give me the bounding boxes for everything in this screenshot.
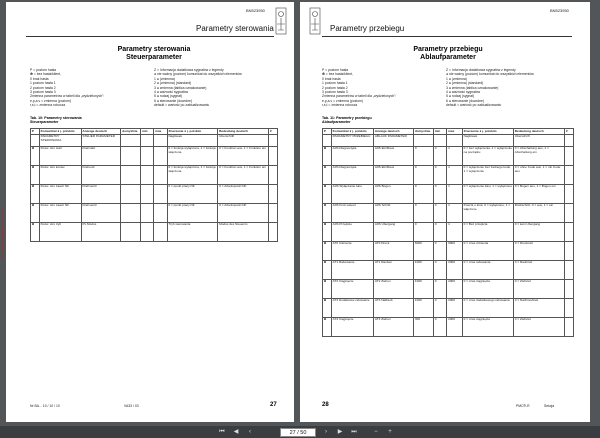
table-cell <box>565 165 574 184</box>
column-header: Bedeutung deutsch <box>218 129 269 135</box>
table-caption: Tab. 11: Parametry przebiegu Ablaufparameter <box>322 116 372 125</box>
table-cell: 0 = Ziehzeit <box>513 279 564 298</box>
table-caption: Tab. 10: Parametry sterowania Steuerparameter <box>30 116 82 125</box>
page-header <box>322 21 572 37</box>
table-cell: ✽ <box>323 203 332 222</box>
table-cell: 0 <box>414 165 434 184</box>
table-cell: 0 = Abschaltung aus, 1 = Abschaltung ein <box>513 146 564 165</box>
next-page-icon[interactable]: ▶ <box>337 429 343 435</box>
table-cell: 0 <box>433 241 446 260</box>
footer-doc-number: Nr BA... 10 / 10 / 10 <box>30 404 60 408</box>
table-cell: A0S Schritt <box>374 203 414 222</box>
table-cell: 0 = wyłączenie łuku, 1 = wyłączone <box>462 184 513 203</box>
table-cell: A0S Przejście <box>331 222 373 241</box>
zoom-out-icon[interactable]: − <box>374 429 378 435</box>
table-cell: 1 <box>447 146 463 165</box>
table-cell: ✽ <box>323 279 332 298</box>
column-header: Komunikat ● j. polskim <box>331 129 373 135</box>
table-cell <box>121 134 141 146</box>
table-cell: 0 = Arbeitspunkt NF <box>218 184 269 203</box>
table-cell: 0 = Druckzeit <box>513 241 564 260</box>
table-cell <box>154 203 167 222</box>
table-cell <box>447 134 463 146</box>
table-cell: 1 <box>447 184 463 203</box>
table-cell: AT1 Rauben <box>374 260 414 279</box>
table-cell: Drehventil <box>81 203 121 222</box>
table-cell <box>269 165 278 184</box>
table-cell: Dozw. stru zawór NF <box>39 203 81 222</box>
table-cell: Dozw. stru start <box>39 146 81 165</box>
table-cell: ✽ <box>31 146 40 165</box>
legend-left: P = poziom hasła ✽ = bez hasła/klient, 0 brak hasła 1 poziom hasła 1 2 poziom hasła 2 3 poziom hasła 3 Zmienna parametrów w tabeli dla „wydzielonych": e,p,a,v = zmienna (poziom) r,s,t = zmienna robocza <box>322 68 397 108</box>
table-cell: PARAMETRY PRZEBIEGU <box>331 134 373 146</box>
table-cell: 0 = wyłączenie bez żadnego kodu, 1 = wyłączenie <box>462 165 513 184</box>
table-cell: ✽ <box>323 260 332 279</box>
table-cell: 2000 <box>447 317 463 336</box>
table-cell: AT0 Druck <box>374 241 414 260</box>
table-cell: Drehventil <box>81 184 121 203</box>
table-cell: 0 = czas rabowania <box>462 260 513 279</box>
page-header-title: Parametry przebiegu <box>330 24 405 33</box>
zoom-in-icon[interactable]: + <box>388 429 392 435</box>
table-cell: 0 <box>433 260 446 279</box>
table-cell <box>565 298 574 317</box>
table-cell: AT4 Ziehen <box>374 317 414 336</box>
left-page <box>0 2 294 422</box>
table-cell: 0 = ohne Code aus, 1 = mit Code aus <box>513 165 564 184</box>
table-cell: Dozw. stru tryb <box>39 222 81 241</box>
column-header: Bedeutung deutsch <box>513 129 564 135</box>
table-cell <box>121 222 141 241</box>
table-row <box>31 146 278 165</box>
table-cell: 0 <box>414 146 434 165</box>
table-cell: PARAMETRY STEROWANIA <box>39 134 81 146</box>
table-cell: ✽ <box>323 298 332 317</box>
page-title-de: Steuerparameter <box>126 54 182 61</box>
table-cell <box>154 165 167 184</box>
table-cell: 0 <box>433 222 446 241</box>
table-cell <box>565 260 574 279</box>
column-header: Anzeige deutsch <box>81 129 121 135</box>
table-cell <box>269 222 278 241</box>
table-cell: 0 = Arbeitspunkt NF <box>218 203 269 222</box>
pdf-viewer-toolbar <box>0 426 600 438</box>
table-cell: 2000 <box>447 279 463 298</box>
table-cell: ✽ <box>323 317 332 336</box>
table-cell: Nagłówek <box>462 134 513 146</box>
table-cell <box>141 165 154 184</box>
table-cell: AT1 Rabowanie <box>331 260 373 279</box>
table-cell: 0 = funkcja wyłączona, 1 = funkcja włączona <box>167 146 218 165</box>
column-header: min <box>141 129 154 135</box>
table-cell: A0S Übergang <box>374 222 414 241</box>
prev-page-small-icon[interactable]: ‹ <box>249 429 251 435</box>
table-cell: 0 = Ziehzeit <box>513 317 564 336</box>
table-cell <box>269 203 278 222</box>
table-cell: 0 <box>433 165 446 184</box>
column-header: Z <box>565 129 574 135</box>
table-cell: AT0 Ciśnienie <box>331 241 373 260</box>
page-title-pl: Parametry przebiegu <box>413 46 483 53</box>
table-row <box>323 184 574 203</box>
table-cell: 1000 <box>414 298 434 317</box>
table-cell: AT4 Ciągnięcie <box>331 317 373 336</box>
page-title-pl: Parametry sterowania <box>117 46 191 53</box>
table-row <box>323 134 574 146</box>
table-cell: AT3 NaRaub <box>374 298 414 317</box>
table-cell <box>154 134 167 146</box>
table-cell <box>121 203 141 222</box>
table-cell: 0 <box>433 279 446 298</box>
table-cell: 1 <box>447 203 463 222</box>
table-cell: 0 <box>433 317 446 336</box>
first-page-icon[interactable]: ⏮ <box>219 429 225 435</box>
table-cell: ✽ <box>31 222 40 241</box>
table-cell: Überschrift <box>513 134 564 146</box>
table-cell <box>141 134 154 146</box>
table-cell: 6000 <box>414 241 434 260</box>
table-cell: ✽ <box>323 241 332 260</box>
table-row <box>323 203 574 222</box>
miner-logo-icon <box>274 6 288 36</box>
column-header: Znaczenie ● j. polskim <box>167 129 218 135</box>
table-row <box>323 165 574 184</box>
table-cell <box>269 146 278 165</box>
table-cell <box>565 146 574 165</box>
miner-logo-icon <box>308 6 322 36</box>
table-cell: 0 = czas ciśnienia <box>462 241 513 260</box>
table-cell: A0S Bogen <box>374 184 414 203</box>
table-row <box>31 203 278 222</box>
table-cell: 0 = Bogen aus, 1 = Bogen ein <box>513 184 564 203</box>
table-row <box>31 165 278 184</box>
parameters-table-right <box>322 128 574 337</box>
column-header: Komunikat ● j. polskim <box>39 129 81 135</box>
legend-right: Z = Informacja dodatkowa sygnałów z legendy ● nie ważny (poziom) komunikat do wszystkich elementów 1 ● (zmienna) 2 ● (zmienna) (standard) 3 ● zmienna (tablica oznakowanie) 4 ● ważność sygnałów 5 ● rodzaj (sygnał) 6 ● sterowanie (dowolne) default = wartość po zaktualizowaniu <box>154 68 242 108</box>
table-cell <box>141 203 154 222</box>
table-cell: Überschrift <box>218 134 269 146</box>
column-header: domyślnie <box>414 129 434 135</box>
table-cell: Rückschritt, 0 = aus, 1 = ein <box>513 203 564 222</box>
table-row <box>323 260 574 279</box>
table-cell <box>121 184 141 203</box>
table-cell: Modus des Steuerns <box>218 222 269 241</box>
table-cell: 0 <box>433 146 446 165</box>
prev-page-icon[interactable]: ◀ <box>233 429 239 435</box>
table-cell: Nagłówek <box>167 134 218 146</box>
parameters-table-left <box>30 128 278 242</box>
table-cell: 0 = Funktion aus, 1 = Funktion ein <box>218 146 269 165</box>
table-cell: 0 <box>414 184 434 203</box>
table-cell: A0S Diagnostyka <box>331 165 373 184</box>
table-cell: ✽ <box>323 184 332 203</box>
table-cell: 0 = Funktion aus, 1 = Funktion ein <box>218 165 269 184</box>
table-cell: 0 = Nachraubzeit <box>513 298 564 317</box>
table-cell: Drehstart <box>81 146 121 165</box>
table-row <box>323 146 574 165</box>
table-cell: 0 = kein Übergang <box>513 222 564 241</box>
table-cell: PL Modus <box>81 222 121 241</box>
table-cell: A0S Krok wstecz <box>331 203 373 222</box>
table-cell: 0 = czas ciągnięcia <box>462 279 513 298</box>
page-header-title: Parametry sterowania <box>196 24 274 33</box>
table-cell: 0 <box>414 222 434 241</box>
table-row <box>323 241 574 260</box>
table-cell <box>414 134 434 146</box>
table-cell <box>565 203 574 222</box>
table-cell: A0S Ein/Raus <box>374 165 414 184</box>
footer-version: VA33 / 03 <box>124 404 139 408</box>
next-page-small-icon[interactable]: › <box>325 429 327 435</box>
table-cell: 1 <box>447 165 463 184</box>
table-cell: 300 <box>414 317 434 336</box>
table-cell <box>433 134 446 146</box>
table-cell: A0S Ein/Raus <box>374 146 414 165</box>
table-cell <box>323 134 332 146</box>
page-number: 27 <box>270 402 277 408</box>
table-cell <box>154 184 167 203</box>
table-cell: 1000 <box>414 260 434 279</box>
table-cell: ✽ <box>31 184 40 203</box>
right-page <box>300 2 590 422</box>
column-header: P <box>31 129 40 135</box>
table-cell: 0 <box>433 298 446 317</box>
footer-brand: PMC®-R <box>516 404 530 408</box>
table-cell: 2000 <box>447 298 463 317</box>
table-cell: 0 = funkcja wyłączona, 1 = funkcja włączona <box>167 165 218 184</box>
column-header: domyślnie <box>121 129 141 135</box>
table-row <box>323 298 574 317</box>
page-number: 28 <box>322 402 329 408</box>
table-cell: 0 = czas ciągnięcia <box>462 317 513 336</box>
table-row <box>323 279 574 298</box>
table-cell <box>565 222 574 241</box>
table-cell: Drehend <box>81 165 121 184</box>
table-cell <box>565 279 574 298</box>
table-cell: ✽ <box>31 203 40 222</box>
column-header: Znaczenie ● j. polskim <box>462 129 513 135</box>
table-cell: A0S Wyłączanie łuku <box>331 184 373 203</box>
page-title-de: Ablaufparameter <box>420 54 476 61</box>
column-header: Z <box>269 129 278 135</box>
table-cell <box>565 134 574 146</box>
table-cell <box>565 317 574 336</box>
table-cell: 1000 <box>414 279 434 298</box>
column-header: max <box>154 129 167 135</box>
page-header <box>26 21 274 37</box>
table-cell <box>31 134 40 146</box>
column-header: min <box>433 129 446 135</box>
table-cell: A0S Diagnostyka <box>331 146 373 165</box>
table-cell: ✽ <box>31 165 40 184</box>
table-cell: 1 <box>447 222 463 241</box>
table-cell <box>121 165 141 184</box>
table-cell: 9000 <box>447 241 463 260</box>
table-cell: ✽ <box>323 146 332 165</box>
table-cell: 0 = punkt pracy NF <box>167 184 218 203</box>
page-number-input[interactable]: 27 / 50 <box>280 428 316 437</box>
table-cell: 0 = Bez przejścia <box>462 222 513 241</box>
table-cell <box>565 241 574 260</box>
side-watermark: Rocznik Roboczy Górnika 2014 <box>0 209 5 259</box>
column-header: P <box>323 129 332 135</box>
table-cell: 2000 <box>447 260 463 279</box>
column-header: Anzeige deutsch <box>374 129 414 135</box>
table-cell <box>154 146 167 165</box>
doc-id: BN523950 <box>246 8 265 13</box>
table-cell: Dozw. stru koniec <box>39 165 81 184</box>
table-cell: 0 = punkt pracy NF <box>167 203 218 222</box>
table-cell: Dozw. stru zawór NF <box>39 184 81 203</box>
table-cell: 0 <box>433 184 446 203</box>
table-cell <box>121 146 141 165</box>
table-cell: 0 = Raubzeit <box>513 260 564 279</box>
table-cell: 0 <box>433 203 446 222</box>
footer-section: Sekcja <box>544 404 555 408</box>
table-cell: AT2 Ziehen <box>374 279 414 298</box>
doc-id: BN523950 <box>550 8 569 13</box>
legend-left: P = poziom hasła ✽ = bez hasła/klient, 0 brak hasła 1 poziom hasła 1 2 poziom hasła 2 3 poziom hasła 3 Zmienna parametrów w tabeli dla „wydzielonych": e,p,a,v = zmienna (poziom) r,s,t = zmienna robocza <box>30 68 105 108</box>
table-cell: Powrót o krok, 0 = wyłączone, 1 = włączone <box>462 203 513 222</box>
table-row <box>31 222 278 241</box>
table-cell <box>141 222 154 241</box>
table-cell <box>141 146 154 165</box>
last-page-icon[interactable]: ⏭ <box>351 429 357 435</box>
legend-right: Z = Informacja dodatkowa sygnałów z legendy ● nie ważny (poziom) komunikat do wszystkich elementów 1 ● (zmienna) 2 ● (zmienna) (standard) 3 ● zmienna (tablica oznakowanie) 4 ● ważność sygnałów 5 ● rodzaj (sygnał) 6 ● sterowanie (dowolne) default = wartość po zaktualizowaniu <box>446 68 534 108</box>
table-cell: 0 = bez wyłączenia, 1 = wyłączenie na początku <box>462 146 513 165</box>
table-cell: ✽ <box>323 165 332 184</box>
table-cell <box>154 222 167 241</box>
table-cell <box>565 184 574 203</box>
table-row <box>31 134 278 146</box>
table-cell <box>269 134 278 146</box>
column-header: max <box>447 129 463 135</box>
table-cell: ABLAUF PARAMETER <box>374 134 414 146</box>
table-row <box>323 317 574 336</box>
table-cell: 0 = czas dodatkowego rabowania <box>462 298 513 317</box>
table-cell: 0 <box>414 203 434 222</box>
table-row <box>31 184 278 203</box>
table-cell <box>269 184 278 203</box>
table-cell: STEUER PARAMETER <box>81 134 121 146</box>
table-cell: AT3 Dodatkowe rabowanie <box>331 298 373 317</box>
table-cell: AT2 Ciągnięcie <box>331 279 373 298</box>
table-cell: ✽ <box>323 222 332 241</box>
table-row <box>323 222 574 241</box>
table-cell: Tryb sterowania <box>167 222 218 241</box>
table-cell <box>141 184 154 203</box>
